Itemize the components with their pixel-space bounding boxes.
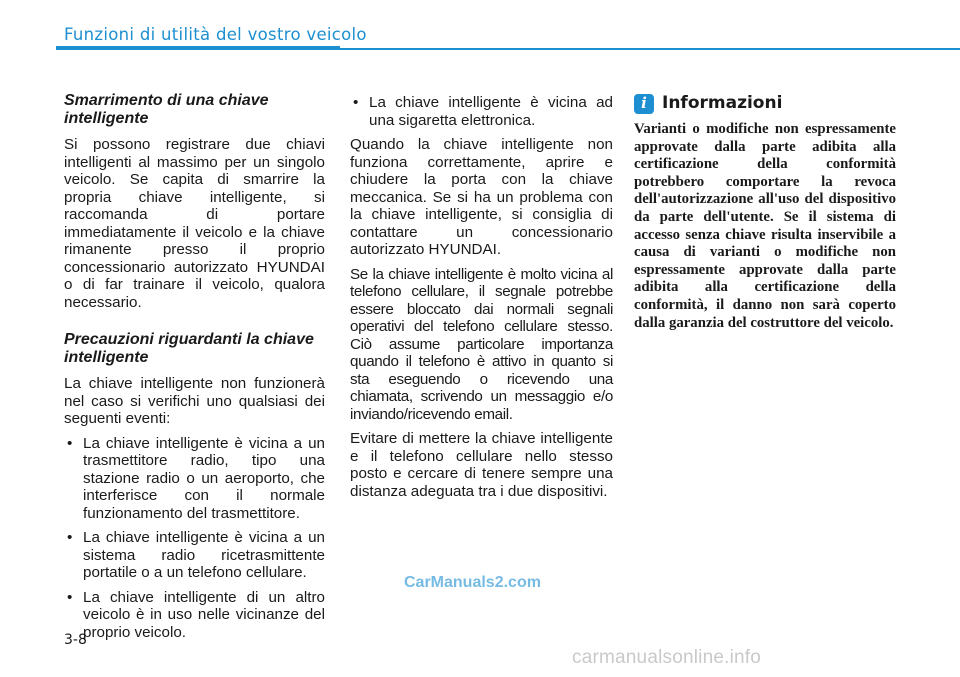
section-title: Funzioni di utilità del vostro veicolo — [64, 25, 367, 44]
list-item: • La chiave intelligente è vicina a un trasmettitore radio, tipo una stazione radio o un aeroporto, che interferisce con il normale funzionamento del trasmettitore. — [64, 435, 325, 523]
column-middle — [350, 94, 613, 507]
watermark: CarManuals2.com — [404, 574, 541, 591]
info-text: Varianti o modifiche non espressamente approvate dalla parte adibita alla certificazione della conformità potrebbero comportare la revoca dell'autorizzazione all'uso del dispositivo da parte dell'utente. Se il sistema di accesso senza chiave risulta inservibile a causa di varianti o modifiche non espressamente approvate dalla parte adibita alla certificazione della conformità, il danno non sarà coperto dalla garanzia del costruttore del veicolo. — [634, 121, 896, 331]
list-item: • La chiave intelligente è vicina ad una sigaretta elettronica. — [350, 94, 613, 129]
footer-watermark: carmanualsonline.info — [572, 647, 762, 668]
info-header — [634, 94, 896, 114]
bullet-list — [350, 94, 613, 129]
heading-lost-key: Smarrimento di una chiave intelligente — [64, 92, 269, 127]
list-item: • La chiave intelligente è vicina a un sistema radio ricetrasmittente portatile o a un telefono cellulare. — [64, 529, 325, 582]
header-rule-thick — [56, 46, 340, 50]
heading-precautions: Precauzioni riguardanti la chiave intelligente — [64, 331, 314, 366]
paragraph-keep-distance: Evitare di mettere la chiave intelligente e il telefono cellulare nello stesso posto e cercare di tenere sempre una distanza adeguata tra i due dispositivi. — [350, 430, 613, 500]
info-box — [634, 94, 896, 332]
paragraph-mechanical-key: Quando la chiave intelligente non funziona correttamente, aprire e chiudere la porta con la chiave meccanica. Se si ha un problema con la chiave intelligente, si consiglia di contattare un concessionario autorizzato HYUNDAI. — [350, 136, 613, 258]
header-rule-thin — [340, 48, 960, 50]
page-number: 3-8 — [64, 632, 87, 648]
paragraph-lost-key: Si possono registrare due chiavi intelligenti al massimo per un singolo veicolo. Se capita di smarrire la propria chiave intelligente, si raccomanda di portare immediatamente il veicolo e la chiave rimanente presso il proprio concessionario autorizzato HYUNDAI o di far trainare il veicolo, qualora necessario. — [64, 136, 325, 311]
bullet-list — [64, 435, 325, 642]
column-left — [64, 92, 325, 648]
info-icon: i — [634, 94, 654, 114]
info-title: Informazioni — [662, 93, 783, 114]
list-item: • La chiave intelligente di un altro veicolo è in uso nelle vicinanze del proprio veicolo. — [64, 589, 325, 642]
paragraph-precautions: La chiave intelligente non funzionerà nel caso si verifichi uno qualsiasi dei seguenti eventi: — [64, 375, 325, 427]
paragraph-phone-interference: Se la chiave intelligente è molto vicina al telefono cellulare, il segnale potrebbe essere bloccato dai normali segnali operativi del telefono cellulare stesso. Ciò assume particolare importanza quando il telefono è attivo in quanto si sta eseguendo o ricevendo una chiamata, scrivendo un messaggio e/o inviando/ricevendo email. — [350, 265, 613, 423]
